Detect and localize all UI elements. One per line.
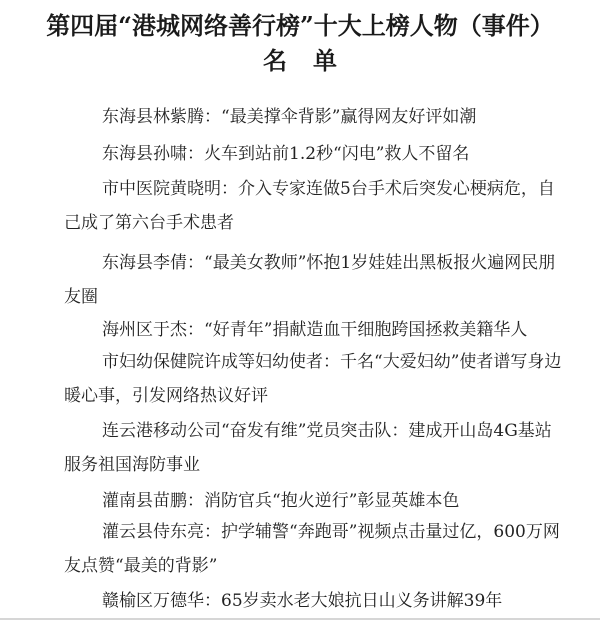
list-item: 市中医院黄晓明：介入专家连做5台手术后突发心梗病危，自己成了第六台手术患者 (64, 179, 555, 233)
document-subtitle: 名单 (263, 46, 363, 75)
list-item: 市妇幼保健院许成等妇幼使者：千名“大爱妇幼”使者谱写身边暖心事，引发网络热议好评 (64, 352, 562, 406)
document-title: 第四届“港城网络善行榜”十大上榜人物（事件） (46, 11, 554, 40)
list-item: 东海县孙啸：火车到站前1.2秒“闪电”救人不留名 (102, 144, 470, 164)
page-bottom-divider (0, 618, 600, 620)
list-item: 连云港移动公司“奋发有维”党员突击队：建成开山岛4G基站服务祖国海防事业 (64, 421, 552, 475)
list-item: 东海县林紫腾：“最美撑伞背影”赢得网友好评如潮 (102, 107, 477, 127)
list-item: 赣榆区万德华：65岁卖水老大娘抗日山义务讲解39年 (102, 591, 503, 611)
list-item: 海州区于杰：“好青年”捐献造血干细胞跨国拯救美籍华人 (102, 320, 528, 340)
list-item: 灌云县侍东亮：护学辅警“奔跑哥”视频点击量过亿，600万网友点赞“最美的背影” (64, 522, 560, 576)
list-item: 东海县李倩：“最美女教师”怀抱1岁娃娃出黑板报火遍网民朋友圈 (64, 253, 556, 307)
list-item: 灌南县苗鹏：消防官兵“抱火逆行”彰显英雄本色 (102, 491, 460, 511)
